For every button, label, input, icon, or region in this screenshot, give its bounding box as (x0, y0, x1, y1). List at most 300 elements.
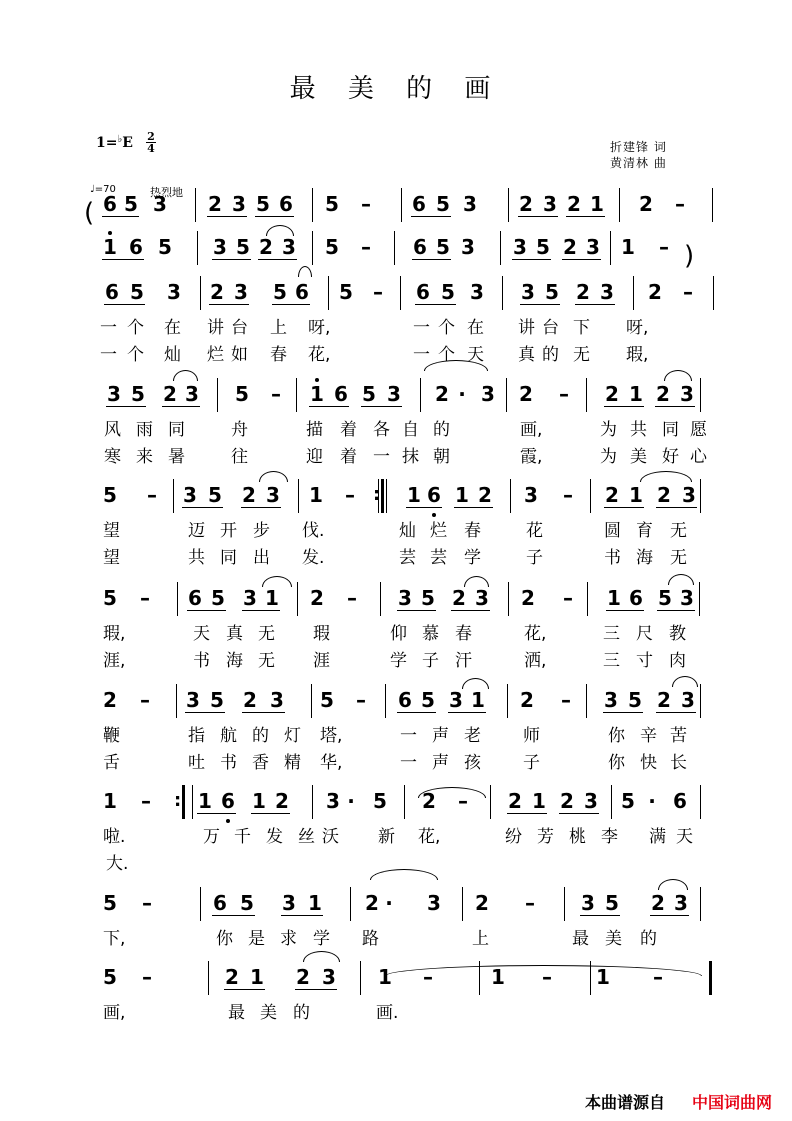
note: 5 (545, 280, 559, 304)
time-signature (146, 131, 156, 154)
note: 6 (129, 235, 143, 259)
bar-line (587, 582, 588, 616)
high-octave-dot (315, 378, 319, 382)
lyric-syllable: 无 (670, 521, 687, 541)
key-signature (96, 134, 133, 151)
lyric-syllable: 花 (526, 521, 543, 541)
bar-line (404, 785, 405, 819)
note: 3 (600, 280, 614, 304)
lyric-syllable: 圆 (604, 521, 621, 541)
lyric-syllable: 舌 (103, 753, 120, 773)
bar-line (360, 961, 361, 995)
note: 5 (236, 235, 250, 259)
lyric-syllable: 灿 (399, 521, 416, 541)
bar-line (311, 684, 312, 718)
lyric-syllable: 师 (523, 726, 540, 746)
note: 3 (232, 192, 246, 216)
note: 5 (211, 586, 225, 610)
note: 2 (310, 586, 324, 610)
bar-line (176, 684, 177, 718)
repeat-start-thin (386, 479, 387, 513)
lyric-syllable: 的 (640, 929, 657, 949)
note: 2 (478, 483, 492, 507)
slur-arc (658, 879, 688, 890)
lyric-syllable: 出 (253, 548, 270, 568)
note: 3 (186, 688, 200, 712)
intro-open-paren: ( (84, 198, 95, 228)
note: 2 (605, 483, 619, 507)
note: 5 (124, 192, 138, 216)
note: – (347, 586, 357, 610)
bar-line (508, 582, 509, 616)
bar-line (217, 378, 218, 412)
note: 5 (658, 586, 672, 610)
eighth-beam (448, 712, 486, 713)
lyric-syllable: 华, (320, 753, 343, 773)
bar-line (564, 887, 565, 921)
footer-site-name: 中国词曲网 (692, 1093, 773, 1112)
lyric-syllable: 一 (373, 447, 390, 467)
bar-line (633, 276, 634, 310)
lyric-syllable: 芸 (430, 548, 447, 568)
lyric-syllable: 为 (600, 420, 617, 440)
bar-line (380, 582, 381, 616)
eighth-beam (650, 915, 689, 916)
lyric-syllable: 书 (220, 753, 237, 773)
lyric-syllable: 芳 (537, 827, 554, 847)
bar-line (192, 785, 193, 819)
lyric-syllable: 仰 (390, 624, 407, 644)
repeat-end-dots: : (373, 484, 381, 505)
eighth-beam (187, 610, 226, 611)
eighth-beam (518, 216, 558, 217)
lyric-syllable: 霞, (520, 447, 543, 467)
lyric-syllable: 最 (228, 1003, 245, 1023)
note: 5 (256, 192, 270, 216)
lyric-syllable: 声 (432, 726, 449, 746)
note: 5 (628, 688, 642, 712)
note: · (648, 789, 656, 813)
lyric-syllable: 学 (313, 929, 330, 949)
note: 2 (521, 586, 535, 610)
high-octave-dot (108, 231, 112, 235)
lyric-syllable: 子 (523, 753, 540, 773)
eighth-beam (520, 304, 560, 305)
bar-line (420, 378, 421, 412)
eighth-beam (242, 610, 280, 611)
lyric-syllable: 迎 (306, 447, 323, 467)
bar-line (312, 785, 313, 819)
note: 3 (470, 280, 484, 304)
lyric-syllable: 花, (308, 345, 331, 365)
bar-line (508, 188, 509, 222)
lyric-syllable: 辛 (640, 726, 657, 746)
note: – (361, 235, 371, 259)
slur-arc (259, 471, 288, 482)
intro-close-paren: ) (684, 241, 695, 271)
bar-line (506, 378, 507, 412)
lyric-syllable: 寒 (104, 447, 121, 467)
note: 3 (427, 891, 441, 915)
slur-arc (303, 951, 340, 962)
note: 1 (629, 483, 643, 507)
lyric-syllable: 讲 (518, 318, 535, 338)
note: 2 (657, 688, 671, 712)
lyric-syllable: 芸 (399, 548, 416, 568)
eighth-beam (309, 406, 349, 407)
bar-line (699, 582, 700, 616)
note: 1 (532, 789, 546, 813)
lyric-syllable: 美 (630, 447, 647, 467)
note: 5 (621, 789, 635, 813)
note: 5 (103, 965, 117, 989)
lyric-syllable: 慕 (422, 624, 439, 644)
lyric-syllable: 一 (400, 753, 417, 773)
note: 3 (243, 586, 257, 610)
note: 2 (519, 192, 533, 216)
note: 3 (604, 688, 618, 712)
lyric-syllable: 你 (608, 726, 625, 746)
note: – (141, 789, 151, 813)
note: – (659, 235, 669, 259)
note: 3 (481, 382, 495, 406)
note: 5 (536, 235, 550, 259)
lyric-syllable: 呀, (626, 318, 649, 338)
note: 1 (491, 965, 505, 989)
lyric-syllable: 来 (136, 447, 153, 467)
bar-line (619, 188, 620, 222)
lyric-syllable: 描 (306, 420, 323, 440)
lyric-syllable: 的 (433, 420, 450, 440)
eighth-beam (106, 406, 146, 407)
note: 6 (103, 192, 117, 216)
note: 6 (213, 891, 227, 915)
note: 5 (436, 192, 450, 216)
lyric-syllable: 塔, (320, 726, 343, 746)
eighth-beam (255, 216, 294, 217)
lyric-syllable: 画, (103, 1003, 126, 1023)
lyric-syllable: 画. (376, 1003, 399, 1023)
note: 3 (387, 382, 401, 406)
lyric-syllable: 最 (572, 929, 589, 949)
key-note: E (122, 135, 133, 151)
eighth-beam (606, 610, 644, 611)
lyric-syllable: 沃 (322, 827, 339, 847)
eighth-beam (102, 259, 144, 260)
lyric-syllable: 三 (603, 624, 620, 644)
note: 2 (103, 688, 117, 712)
lyric-syllable: 个 (438, 345, 455, 365)
lyric-syllable: 书 (193, 651, 210, 671)
lyric-syllable: 讲 (207, 318, 224, 338)
note: 5 (103, 483, 117, 507)
note: – (542, 965, 552, 989)
note: 2 (519, 382, 533, 406)
note: 1 (103, 235, 117, 259)
lyric-syllable: 抹 (402, 447, 419, 467)
note: – (147, 483, 157, 507)
lyric-syllable: 瑕 (313, 624, 330, 644)
eighth-beam (212, 915, 255, 916)
note: – (683, 280, 693, 304)
lyric-syllable: 愿 (690, 420, 707, 440)
bar-line (177, 582, 178, 616)
note: 3 (282, 235, 296, 259)
lyric-syllable: 各 (373, 420, 390, 440)
bar-line (700, 887, 701, 921)
lyric-syllable: 伐. (302, 521, 325, 541)
lyric-syllable: 望 (103, 548, 120, 568)
note: 5 (441, 280, 455, 304)
eighth-beam (272, 304, 310, 305)
lyric-syllable: 无 (258, 624, 275, 644)
note: 6 (412, 192, 426, 216)
note: 5 (436, 235, 450, 259)
eighth-beam (603, 712, 643, 713)
eighth-beam (451, 610, 490, 611)
eighth-beam (241, 507, 281, 508)
note: 5 (158, 235, 172, 259)
slur-arc (668, 574, 694, 585)
bar-line (462, 887, 463, 921)
note: 3 (449, 688, 463, 712)
slur-arc (640, 471, 692, 482)
lyric-syllable: 学 (464, 548, 481, 568)
lyric-syllable: 发 (266, 827, 283, 847)
bar-line (385, 684, 386, 718)
lyric-syllable: 烂 (430, 521, 447, 541)
eighth-beam (281, 915, 323, 916)
note: 2 (365, 891, 379, 915)
note: 1 (407, 483, 421, 507)
note: · (458, 382, 466, 406)
lyric-syllable: 发. (302, 548, 325, 568)
eighth-beam (258, 259, 297, 260)
note: – (142, 965, 152, 989)
eighth-beam (397, 610, 436, 611)
lyric-syllable: 下, (103, 929, 126, 949)
eighth-beam (604, 406, 644, 407)
note: 2 (648, 280, 662, 304)
note: – (561, 688, 571, 712)
eighth-beam (604, 507, 644, 508)
eighth-beam (454, 507, 493, 508)
note: 3 (674, 891, 688, 915)
eighth-beam (415, 304, 456, 305)
note: 6 (105, 280, 119, 304)
low-octave-dot (226, 819, 230, 823)
lyric-syllable: 是 (248, 929, 265, 949)
bar-line (507, 684, 508, 718)
lyric-syllable: 画, (520, 420, 543, 440)
note: – (373, 280, 383, 304)
note: 2 (259, 235, 273, 259)
lyric-syllable: 真 (518, 345, 535, 365)
time-signature-bottom: 4 (147, 142, 155, 155)
lyric-syllable: 你 (216, 929, 233, 949)
lyric-syllable: 个 (127, 345, 144, 365)
lyric-syllable: 育 (636, 521, 653, 541)
lyric-syllable: 台 (542, 318, 559, 338)
bar-line (312, 188, 313, 222)
lyric-syllable: 学 (390, 651, 407, 671)
lyric-syllable: 共 (188, 548, 205, 568)
note: – (563, 483, 573, 507)
note: 3 (282, 891, 296, 915)
bar-line (328, 276, 329, 310)
note: – (142, 891, 152, 915)
note: 6 (427, 483, 441, 507)
note: 2 (435, 382, 449, 406)
note: 5 (273, 280, 287, 304)
eighth-beam (656, 507, 697, 508)
eighth-beam (656, 712, 696, 713)
note: 1 (455, 483, 469, 507)
lyric-syllable: 无 (258, 651, 275, 671)
slur-arc (262, 576, 292, 587)
lyric-syllable: 万 (203, 827, 220, 847)
note: 3 (213, 235, 227, 259)
lyric-syllable: 台 (231, 318, 248, 338)
eighth-beam (580, 915, 620, 916)
lyric-syllable: 个 (438, 318, 455, 338)
note: 1 (607, 586, 621, 610)
low-octave-dot (432, 513, 436, 517)
slur-arc (298, 266, 312, 277)
bar-line (173, 479, 174, 513)
note: 5 (421, 586, 435, 610)
bar-line (296, 378, 297, 412)
note: 5 (130, 280, 144, 304)
bar-line (297, 582, 298, 616)
song-title: 最 美 的 画 (289, 74, 503, 104)
slur-arc (462, 678, 489, 689)
note: 2 (422, 789, 436, 813)
note: 2 (296, 965, 310, 989)
lyric-syllable: 汗 (455, 651, 472, 671)
note: 2 (275, 789, 289, 813)
lyric-syllable: 心 (690, 447, 707, 467)
bar-line (590, 479, 591, 513)
note: 6 (334, 382, 348, 406)
lyric-syllable: 精 (284, 753, 301, 773)
bar-line (586, 378, 587, 412)
note: 1 (590, 192, 604, 216)
note: 1 (265, 586, 279, 610)
note: 3 (463, 192, 477, 216)
note: 2 (452, 586, 466, 610)
note: 6 (188, 586, 202, 610)
lyric-syllable: 老 (464, 726, 481, 746)
note: 3 (183, 483, 197, 507)
note: 5 (605, 891, 619, 915)
lyric-syllable: 在 (164, 318, 181, 338)
note: 3 (543, 192, 557, 216)
lyric-syllable: 着 (340, 447, 357, 467)
note: 1 (471, 688, 485, 712)
bar-line (712, 188, 713, 222)
note: 3 (461, 235, 475, 259)
note: – (563, 586, 573, 610)
lyric-syllable: 求 (280, 929, 297, 949)
note: 2 (243, 688, 257, 712)
note: 1 (596, 965, 610, 989)
lyric-syllable: 子 (526, 548, 543, 568)
note: 2 (651, 891, 665, 915)
eighth-beam (251, 813, 290, 814)
note: 5 (320, 688, 334, 712)
bar-line (394, 231, 395, 265)
tempo-marking: ♩=70 (90, 184, 116, 195)
note: 3 (167, 280, 181, 304)
note: 3 (107, 382, 121, 406)
expression-marking: 热烈地 (150, 186, 183, 199)
note: 3 (581, 891, 595, 915)
lyric-syllable: 的 (542, 345, 559, 365)
bar-line (586, 684, 587, 718)
lyric-syllable: 新 (378, 827, 395, 847)
note: – (140, 586, 150, 610)
eighth-beam (655, 406, 695, 407)
eighth-beam (224, 989, 265, 990)
lyric-syllable: 瑕, (103, 624, 126, 644)
note: 3 (682, 483, 696, 507)
note: 2 (563, 235, 577, 259)
lyric-syllable: 一 (100, 318, 117, 338)
slur-arc (464, 576, 489, 587)
lyric-syllable: 尺 (636, 624, 653, 644)
lyric-syllable: 同 (662, 420, 679, 440)
eighth-beam (162, 406, 200, 407)
lyric-syllable: 真 (226, 624, 243, 644)
note: 6 (398, 688, 412, 712)
bar-line (197, 231, 198, 265)
note: 6 (416, 280, 430, 304)
lyric-syllable: 桃 (569, 827, 586, 847)
note: 6 (221, 789, 235, 813)
lyric-syllable: 声 (432, 753, 449, 773)
note: – (423, 965, 433, 989)
bar-line (713, 276, 714, 310)
bar-line (700, 785, 701, 819)
lyric-syllable: 孩 (464, 753, 481, 773)
note: 3 (153, 192, 167, 216)
note: 3 (680, 382, 694, 406)
note: 5 (339, 280, 353, 304)
note: · (347, 789, 355, 813)
note: 2 (163, 382, 177, 406)
composer-credit: 黄清林 曲 (610, 156, 667, 170)
bar-line (208, 961, 209, 995)
eighth-beam (507, 813, 547, 814)
bar-line (611, 785, 612, 819)
note: – (356, 688, 366, 712)
note: 2 (560, 789, 574, 813)
lyric-syllable: 美 (260, 1003, 277, 1023)
lyric-syllable: 天 (467, 345, 484, 365)
lyric-syllable: 好 (662, 447, 679, 467)
lyric-syllable: 的 (293, 1003, 310, 1023)
note: 5 (421, 688, 435, 712)
eighth-beam (512, 259, 551, 260)
lyric-syllable: 一 (413, 318, 430, 338)
slur-arc (173, 370, 198, 381)
lyric-syllable: 无 (573, 345, 590, 365)
lyric-syllable: 寸 (636, 651, 653, 671)
note: 5 (362, 382, 376, 406)
note: 1 (250, 965, 264, 989)
lyric-syllable: 灿 (164, 345, 181, 365)
